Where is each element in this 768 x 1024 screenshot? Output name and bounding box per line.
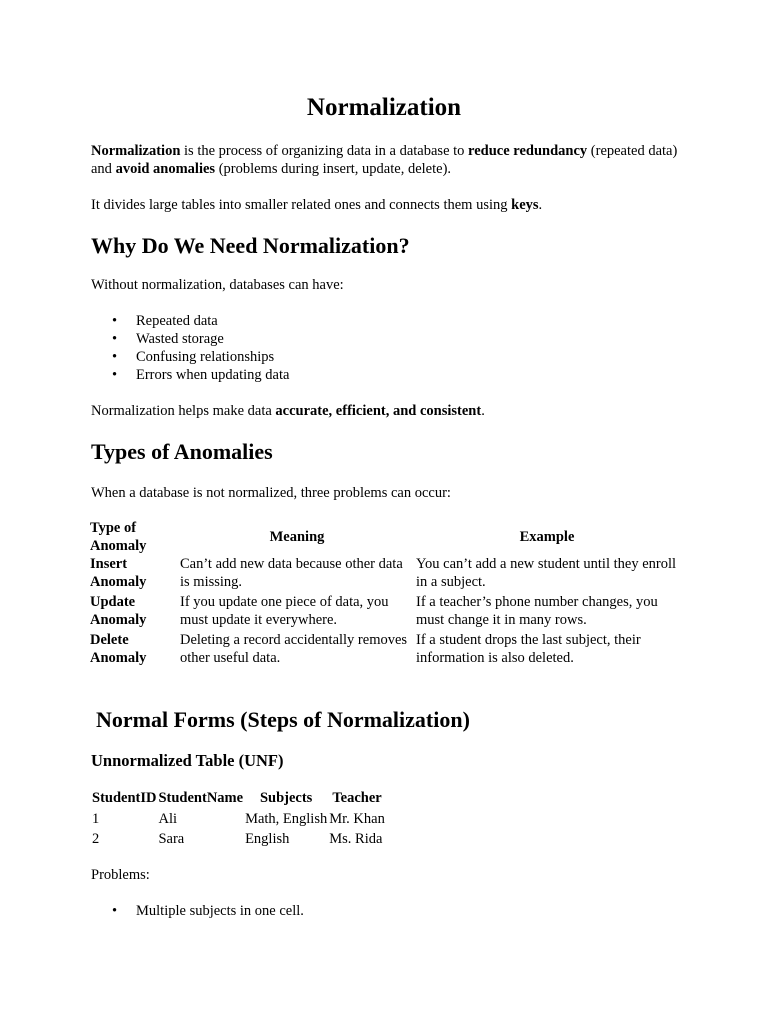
bullet-icon: • bbox=[112, 367, 118, 383]
column-header: StudentID bbox=[92, 790, 157, 806]
table-cell: If a teacher’s phone number changes, you must change it in many rows. bbox=[416, 594, 658, 628]
table-cell: 1 bbox=[92, 811, 100, 827]
keys-paragraph bbox=[91, 196, 681, 214]
anomalies-lead: When a database is not normalized, three problems can occur: bbox=[91, 485, 451, 501]
intro-text: (problems during insert, update, delete). bbox=[215, 161, 452, 177]
unf-table bbox=[91, 789, 386, 850]
table-cell: Ms. Rida bbox=[329, 831, 383, 847]
column-header: Example bbox=[519, 529, 575, 545]
list-item-text: Wasted storage bbox=[136, 331, 224, 347]
bullet-icon: • bbox=[112, 313, 118, 329]
why-heading: Why Do We Need Normalization? bbox=[91, 233, 410, 258]
column-header: StudentName bbox=[158, 790, 244, 806]
table-cell: Deleting a record accidentally removes other useful data. bbox=[180, 632, 408, 666]
table-row bbox=[91, 830, 386, 850]
table-cell: If you update one piece of data, you must update it everywhere. bbox=[180, 594, 389, 628]
table-cell: Sara bbox=[158, 831, 185, 847]
intro-text: (repeated data) and bbox=[91, 143, 678, 177]
problems-bullet-list bbox=[112, 902, 304, 920]
list-item-text: Confusing relationships bbox=[136, 349, 275, 365]
table-cell: 2 bbox=[92, 831, 100, 847]
table-cell: English bbox=[245, 831, 290, 847]
table-cell: Mr. Khan bbox=[329, 811, 385, 827]
column-header: Type of Anomaly bbox=[90, 520, 147, 554]
bullet-icon: • bbox=[112, 331, 118, 347]
table-row bbox=[89, 593, 679, 631]
term-reduce-redundancy: reduce redundancy bbox=[468, 143, 588, 159]
term-accurate: accurate, efficient, and consistent bbox=[275, 403, 482, 419]
unf-heading: Unnormalized Table (UNF) bbox=[91, 751, 284, 770]
normal-forms-heading: Normal Forms (Steps of Normalization) bbox=[96, 707, 470, 732]
problems-label: Problems: bbox=[91, 867, 150, 883]
anomalies-table bbox=[89, 519, 679, 669]
bullet-icon: • bbox=[112, 349, 118, 365]
table-row bbox=[91, 810, 386, 830]
anomalies-heading: Types of Anomalies bbox=[91, 439, 273, 464]
table-cell: Can’t add new data because other data is missing. bbox=[180, 556, 403, 590]
intro-text: is the process of organizing data in a database to bbox=[180, 143, 469, 159]
list-item-text: Repeated data bbox=[136, 313, 218, 329]
term-normalization: Normalization bbox=[91, 143, 181, 159]
list-item bbox=[112, 348, 289, 366]
term-avoid-anomalies: avoid anomalies bbox=[115, 161, 216, 177]
closing-text: Normalization helps make data bbox=[91, 403, 276, 419]
term-keys: keys bbox=[511, 197, 539, 213]
list-item-text: Multiple subjects in one cell. bbox=[136, 903, 304, 919]
column-header: Teacher bbox=[332, 790, 382, 806]
list-item bbox=[112, 330, 289, 348]
table-header-row bbox=[91, 789, 386, 810]
list-item-text: Errors when updating data bbox=[136, 367, 290, 383]
why-lead: Without normalization, databases can have: bbox=[91, 277, 344, 293]
keys-text: . bbox=[538, 197, 543, 213]
page-title: Normalization bbox=[306, 94, 462, 121]
column-header: Meaning bbox=[269, 529, 325, 545]
list-item bbox=[112, 366, 289, 384]
table-cell: If a student drops the last subject, their information is also deleted. bbox=[416, 632, 641, 666]
table-cell: You can’t add a new student until they enroll in a subject. bbox=[416, 556, 677, 590]
table-cell: Ali bbox=[158, 811, 177, 827]
intro-paragraph bbox=[91, 142, 681, 178]
table-row bbox=[89, 555, 679, 593]
table-cell: Update Anomaly bbox=[90, 594, 147, 628]
table-cell: Math, English bbox=[245, 811, 328, 827]
bullet-icon: • bbox=[112, 903, 118, 919]
closing-text: . bbox=[481, 403, 485, 419]
list-item bbox=[112, 312, 289, 330]
why-bullet-list bbox=[112, 312, 289, 384]
list-item bbox=[112, 902, 304, 920]
table-header-row bbox=[89, 519, 679, 555]
table-cell: Delete Anomaly bbox=[90, 632, 147, 666]
why-closing bbox=[91, 402, 681, 420]
table-row bbox=[89, 631, 679, 669]
column-header: Subjects bbox=[259, 790, 313, 806]
table-cell: Insert Anomaly bbox=[90, 556, 147, 590]
keys-text: It divides large tables into smaller related ones and connects them using bbox=[91, 197, 512, 213]
